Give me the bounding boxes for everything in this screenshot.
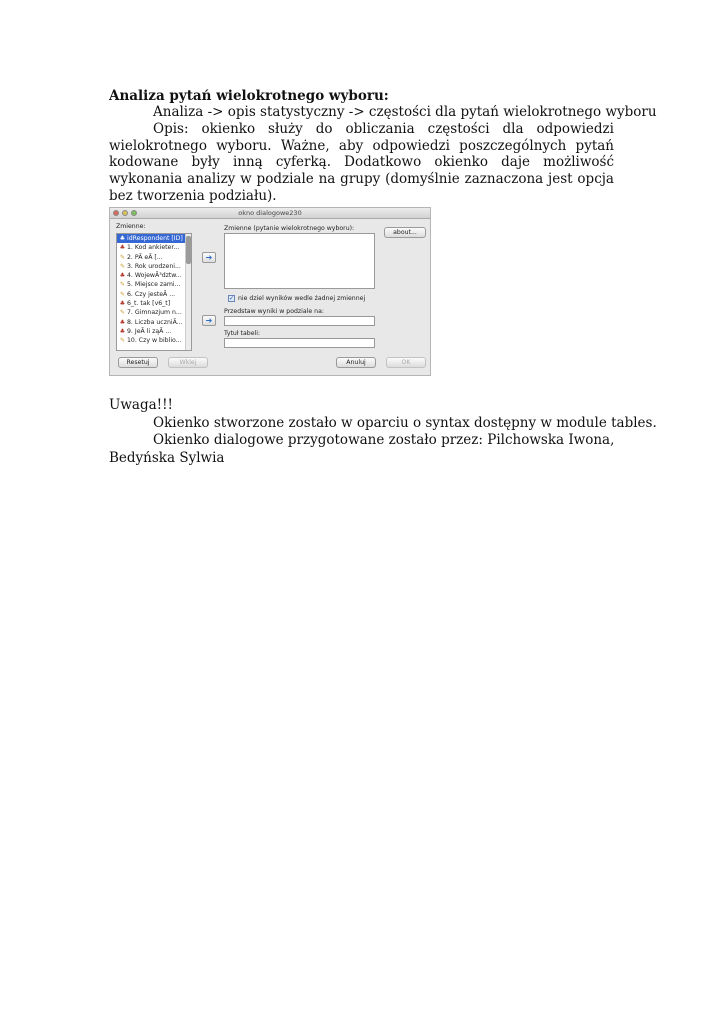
checkmark-icon: ✓ <box>229 295 235 302</box>
note-line-2: Okienko dialogowe przygotowane zostało przez: Pilchowska Iwona, <box>153 432 615 448</box>
minimize-window-icon[interactable] <box>122 210 128 216</box>
variable-list-item[interactable] <box>117 290 191 299</box>
variable-label: 6_t. tak [v6_t] <box>127 300 171 308</box>
section-heading: Analiza pytań wielokrotnego wyboru: <box>109 88 389 104</box>
right-arrow-icon: ➔ <box>205 253 213 262</box>
variable-list-item[interactable] <box>117 234 191 243</box>
variable-label: 9. JeÃ li ząÃ ... <box>127 327 172 335</box>
note-title: Uwaga!!! <box>109 397 173 413</box>
cancel-button[interactable]: Anuluj <box>336 357 376 368</box>
scale-icon: ✎ <box>119 262 126 270</box>
variable-label: 8. Liczba uczniÃ... <box>127 318 183 326</box>
variable-list-item[interactable] <box>117 253 191 262</box>
variable-list-item[interactable] <box>117 262 191 271</box>
variable-label: 10. Czy w biblio... <box>127 337 182 345</box>
right-arrow-icon: ➔ <box>205 316 213 325</box>
variable-list-item[interactable] <box>117 318 191 327</box>
variables-scroll-thumb[interactable] <box>186 236 191 264</box>
note-line-1: Okienko stworzone zostało w oparciu o syntax dostępny w module tables. <box>153 414 657 431</box>
nominal-icon: ♣ <box>119 272 126 280</box>
ok-button[interactable]: OK <box>386 357 426 368</box>
close-window-icon[interactable] <box>113 210 119 216</box>
variable-list-item[interactable] <box>117 308 191 317</box>
dialog-title: okno dialogowe230 <box>238 209 302 217</box>
variables-label: Zmienne: <box>116 223 146 230</box>
intro-paragraphs <box>109 104 657 205</box>
nominal-icon: ♣ <box>119 235 126 242</box>
paste-button[interactable]: Wklej <box>168 357 208 368</box>
variable-list-item[interactable] <box>117 336 191 345</box>
about-button[interactable]: about... <box>384 227 426 238</box>
variable-label: 1. Kod ankieter... <box>127 244 180 252</box>
scale-icon: ✎ <box>119 290 126 298</box>
variable-list-item[interactable] <box>117 280 191 289</box>
menu-path-text: Analiza -> opis statystyczny -> częstości dla pytań wielokrotnego wyboru <box>153 104 657 120</box>
reset-button[interactable]: Resetuj <box>118 357 158 368</box>
move-to-split-button[interactable] <box>202 315 216 326</box>
split-label: Przedstaw wyniki w podziale na: <box>224 308 324 315</box>
scale-icon: ✎ <box>119 309 126 317</box>
variable-label: 5. Miejsce zami... <box>127 281 181 289</box>
note-line-3: Bedyńska Sylwia <box>109 449 225 466</box>
table-title-label: Tytuł tabeli: <box>224 330 261 337</box>
move-to-target-button[interactable] <box>202 252 216 263</box>
zoom-window-icon[interactable] <box>131 210 137 216</box>
variables-scrollbar[interactable] <box>185 234 191 350</box>
variable-list-item[interactable] <box>117 243 191 252</box>
scale-icon: ✎ <box>119 337 126 345</box>
variables-list[interactable] <box>116 233 192 351</box>
variable-list-item[interactable] <box>117 271 191 280</box>
no-split-checkbox-label: nie dziel wyników wedle żadnej zmiennej <box>238 295 366 302</box>
dialog-titlebar <box>110 208 430 219</box>
description-text: Opis: okienko służy do obliczania częstości dla odpowiedzi wielokrotnego wyboru. Ważne, aby odpowiedzi poszczególnych pytań kodowane były inną cyferką. Dodatkowo okienko daje możliwość wykonania analizy w podziale na grupy (domyślnie zaznaczona jest opcja bez tworzenia podziału). <box>109 120 614 204</box>
variable-label: idRespondent [ID] <box>127 235 183 242</box>
variable-label: 7. Gimnazjum n... <box>127 309 182 317</box>
variable-list-item[interactable] <box>117 327 191 336</box>
nominal-icon: ♣ <box>119 244 126 252</box>
split-variable-field[interactable] <box>224 316 375 326</box>
variable-label: 4. WojewÃ³dztw... <box>127 272 182 280</box>
note-section <box>109 397 657 467</box>
table-title-field[interactable] <box>224 338 375 348</box>
nominal-icon: ♣ <box>119 327 126 335</box>
variable-list-item[interactable] <box>117 299 191 308</box>
no-split-checkbox[interactable] <box>228 295 235 302</box>
nominal-icon: ♣ <box>119 300 126 308</box>
scale-icon: ✎ <box>119 253 126 261</box>
target-variables-label: Zmienne (pytanie wielokrotnego wyboru): <box>224 225 355 232</box>
variable-label: 3. Rok urodzeni... <box>127 262 181 270</box>
scale-icon: ✎ <box>119 281 126 289</box>
target-variables-box[interactable] <box>224 233 375 289</box>
variable-label: 2. PÃ eÃ [... <box>127 253 163 261</box>
nominal-icon: ♣ <box>119 318 126 326</box>
variable-label: 6. Czy jesteÃ ... <box>127 290 176 298</box>
dialog-screenshot <box>109 207 431 376</box>
